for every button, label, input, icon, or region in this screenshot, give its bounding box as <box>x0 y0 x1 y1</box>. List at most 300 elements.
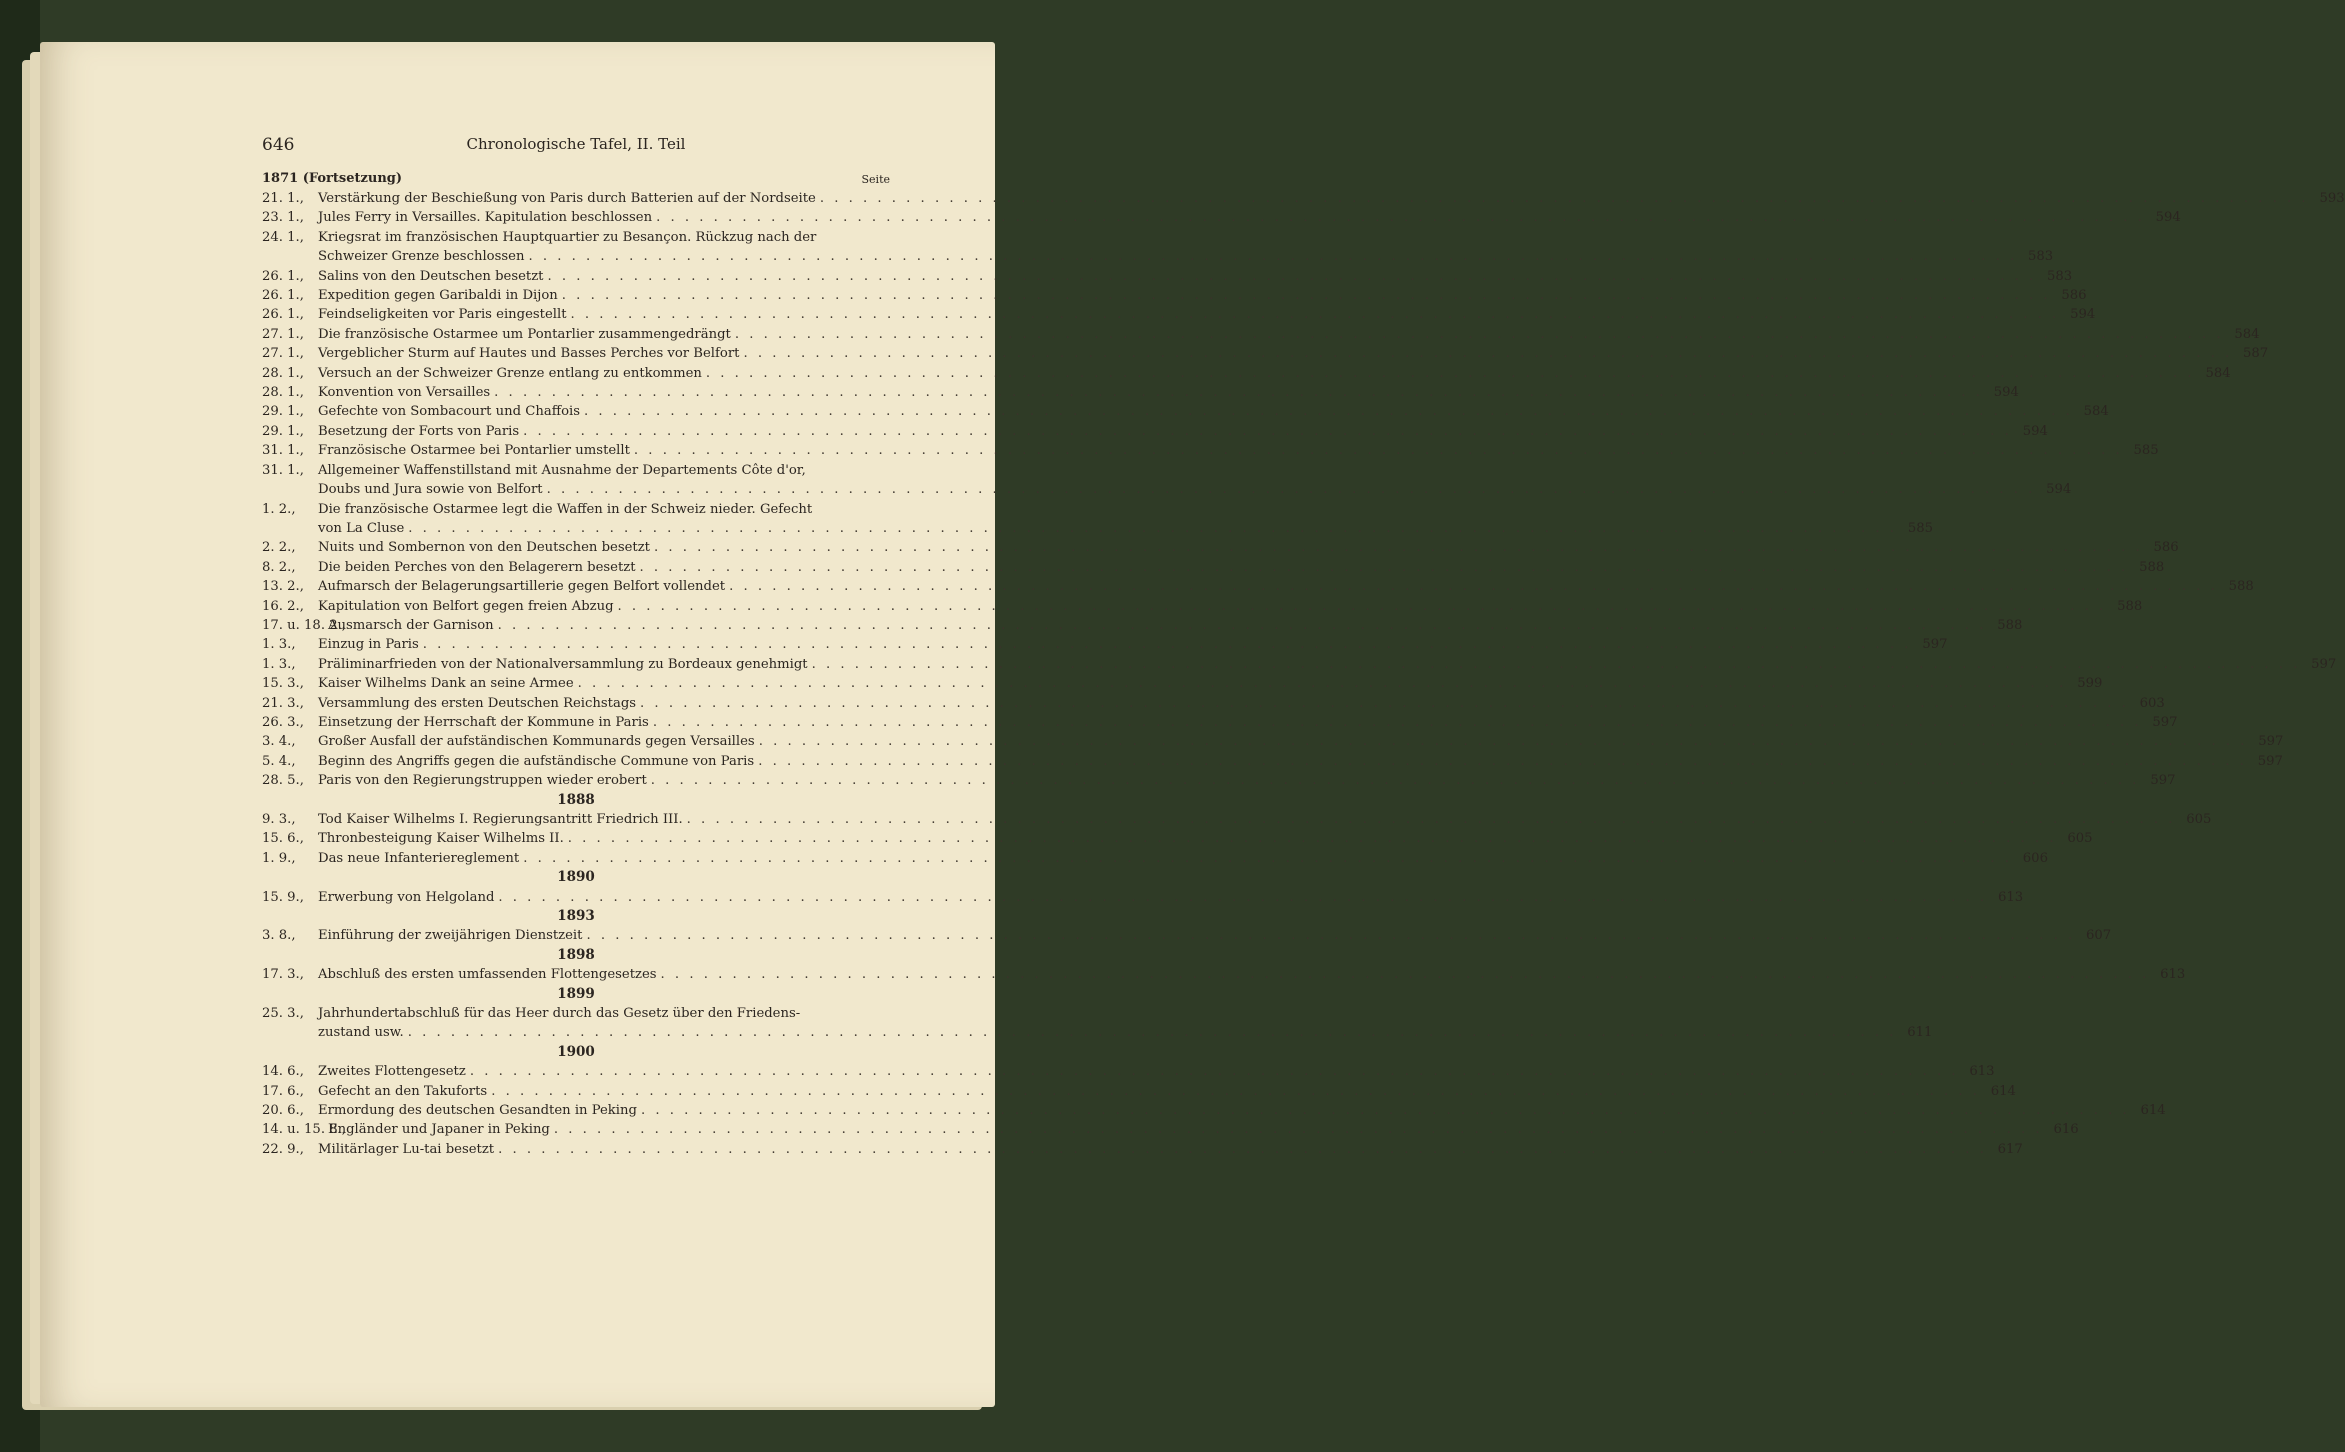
table-row <box>262 305 2096 324</box>
entry-text: Kaiser Wilhelms Dank an seine Armee <box>318 676 574 692</box>
leader-dots <box>571 305 2060 324</box>
leader-dots <box>735 325 2224 344</box>
entry-line <box>318 713 2178 732</box>
entry-body <box>318 305 2095 324</box>
entry-body <box>318 461 2071 500</box>
entry-page: 597 <box>2150 773 2176 789</box>
table-row <box>262 655 2337 674</box>
entry-text: Die beiden Perches von den Belagerern besetzt <box>318 559 636 575</box>
entry-page: 586 <box>2153 540 2179 556</box>
entry-body <box>318 558 2164 577</box>
leader-dots <box>651 771 2140 790</box>
leader-dots <box>491 1082 1980 1101</box>
table-row <box>262 616 2023 635</box>
leader-dots <box>661 965 2150 984</box>
table-row <box>262 674 2103 693</box>
entry-text: Versammlung des ersten Deutschen Reichstags <box>318 695 637 711</box>
table-row <box>262 829 2093 848</box>
entry-page: 588 <box>2228 579 2254 595</box>
entry-line <box>328 616 2022 635</box>
entry-page: 597 <box>2258 734 2284 750</box>
table-row <box>262 1140 2023 1159</box>
entry-body <box>318 635 1947 654</box>
entry-text: Kriegsrat im französischen Hauptquartier zu Besançon. Rückzug nach der <box>318 229 817 245</box>
entry-date: 29. 1., <box>262 404 304 420</box>
leader-dots <box>812 655 2301 674</box>
entry-body <box>318 810 2211 829</box>
entry-page: 584 <box>2083 404 2109 420</box>
entry-body <box>318 655 2336 674</box>
entry-body <box>318 208 2181 227</box>
table-row <box>262 1101 2166 1120</box>
entry-text: Allgemeiner Waffenstillstand mit Ausnahme der Departements Côte d'or, <box>318 462 806 478</box>
entry-page: 594 <box>2070 307 2096 323</box>
leader-dots <box>618 597 2107 616</box>
entry-page: 611 <box>1907 1025 1933 1041</box>
entry-body <box>318 1101 2166 1120</box>
entry-page: 599 <box>2077 676 2103 692</box>
table-row <box>262 1120 2079 1139</box>
entry-line <box>318 810 2211 829</box>
table-row <box>262 771 2176 790</box>
table-row <box>262 538 2179 557</box>
entry-line <box>318 441 2159 460</box>
table-row <box>262 558 2165 577</box>
entry-line <box>318 519 1933 538</box>
leader-dots <box>554 1120 2043 1139</box>
entry-date: 3. 8., <box>262 928 296 944</box>
entry-body <box>318 189 2345 208</box>
entry-date: 9. 3., <box>262 811 296 827</box>
table-row <box>262 441 2159 460</box>
entry-body <box>318 1062 1995 1081</box>
table-row <box>262 325 2260 344</box>
entry-text: Französische Ostarmee bei Pontarlier umstellt <box>318 443 630 459</box>
table-row <box>262 228 2054 267</box>
year-heading: 1893 <box>557 908 595 924</box>
entry-page: 594 <box>1993 385 2019 401</box>
entry-text: Paris von den Regierungstruppen wieder erobert <box>318 773 647 789</box>
entry-line <box>318 635 1947 654</box>
table-row <box>262 402 2109 421</box>
entry-line <box>318 344 2268 363</box>
entry-line <box>318 208 2181 227</box>
leader-dots <box>523 422 2012 441</box>
table-row <box>262 732 2284 751</box>
leader-dots <box>547 267 2036 286</box>
entry-page: 605 <box>2186 811 2212 827</box>
entry-date: 27. 1., <box>262 346 304 362</box>
entry-body <box>318 713 2178 732</box>
entry-text: Tod Kaiser Wilhelms I. Regierungsantritt Friedrich III. <box>318 811 683 827</box>
table-row <box>262 286 2087 305</box>
year-heading: 1900 <box>557 1043 595 1060</box>
table-row <box>262 694 2165 713</box>
entry-text: Abschluß des ersten umfassenden Flottengesetzes <box>318 967 657 983</box>
entry-body <box>318 1004 1932 1043</box>
entry-date: 21. 1., <box>262 191 304 206</box>
entry-page: 593 <box>2319 191 2345 206</box>
entry-line <box>318 267 2072 286</box>
entry-date: 1. 9., <box>262 850 296 866</box>
entry-text: Die französische Ostarmee legt die Waffen in der Schweiz nieder. Gefecht <box>318 501 813 517</box>
year-heading: 1899 <box>557 985 595 1002</box>
entry-date: 8. 2., <box>262 559 296 575</box>
entry-page: 613 <box>2160 967 2186 983</box>
entry-page: 594 <box>2046 482 2072 498</box>
entry-text: Gefecht an den Takuforts <box>318 1083 488 1099</box>
entry-date: 21. 3., <box>262 695 304 711</box>
entry-line <box>328 1120 2079 1139</box>
entry-page: 597 <box>2311 656 2337 672</box>
entry-text: Beginn des Angriffs gegen die aufständische Commune von Paris <box>318 753 755 769</box>
leader-dots <box>759 732 2248 751</box>
leader-dots <box>654 538 2143 557</box>
entry-page: 606 <box>2022 850 2048 866</box>
entry-text: Präliminarfrieden von der Nationalversammlung zu Bordeaux genehmigt <box>318 656 808 672</box>
entry-text: Expedition gegen Garibaldi in Dijon <box>318 288 558 304</box>
entry-text: Engländer und Japaner in Peking <box>328 1122 550 1138</box>
entry-text: Das neue Infanteriereglement <box>318 850 520 866</box>
entry-page: 614 <box>2140 1103 2166 1118</box>
entry-body <box>318 500 1933 539</box>
leader-dots <box>687 810 2176 829</box>
entry-page: 585 <box>1907 520 1933 536</box>
entry-text: Schweizer Grenze beschlossen <box>318 249 525 265</box>
entry-page: 597 <box>2257 753 2283 769</box>
entry-line <box>318 849 2048 868</box>
table-row <box>262 1004 1933 1043</box>
entry-line <box>318 383 2019 402</box>
leader-dots <box>640 694 2129 713</box>
table-row <box>262 344 2269 363</box>
entry-body <box>318 422 2048 441</box>
year-heading: 1888 <box>557 791 595 808</box>
entry-text: Die französische Ostarmee um Pontarlier zusammengedrängt <box>318 326 731 342</box>
table-row <box>262 383 2019 402</box>
leader-dots <box>656 208 2145 227</box>
entry-text: Salins von den Deutschen besetzt <box>318 268 544 284</box>
entry-body <box>318 441 2159 460</box>
entry-page: 597 <box>2152 714 2178 730</box>
table-row <box>262 965 2186 984</box>
entry-line <box>318 1101 2166 1120</box>
table-row <box>262 926 2112 945</box>
entry-date: 26. 1., <box>262 268 304 284</box>
leader-dots <box>640 558 2129 577</box>
entry-text: Erwerbung von Helgoland <box>318 889 495 905</box>
entry-page: 583 <box>2028 249 2054 265</box>
entry-page: 588 <box>1997 617 2023 633</box>
entry-text: Jules Ferry in Versailles. Kapitulation beschlossen <box>318 210 653 226</box>
entry-date: 16. 2., <box>262 598 304 614</box>
entry-text: Gefechte von Sombacourt und Chaffois <box>318 404 581 420</box>
entry-date: 14. 6., <box>262 1064 304 1080</box>
entry-body <box>318 771 2175 790</box>
entry-page: 586 <box>2061 288 2087 304</box>
entry-body <box>318 344 2268 363</box>
leader-dots <box>423 635 1912 654</box>
entry-date: 15. 6., <box>262 831 304 847</box>
entry-page: 584 <box>2234 326 2260 342</box>
entry-line <box>318 577 2254 596</box>
entry-line <box>318 655 2336 674</box>
entry-page: 616 <box>2053 1122 2079 1138</box>
entry-line <box>318 1082 2016 1101</box>
entry-date: 25. 3., <box>262 1005 304 1021</box>
entry-text: Ausmarsch der Garnison <box>328 617 494 633</box>
leader-dots <box>820 189 2309 208</box>
entry-date: 31. 1., <box>262 462 304 478</box>
entry-date: 15. 3., <box>262 676 304 692</box>
entry-page: 585 <box>2133 443 2159 459</box>
leader-dots <box>578 674 2067 693</box>
entry-date: 17. 6., <box>262 1083 304 1099</box>
entry-date: 29. 1., <box>262 423 304 439</box>
entry-line <box>318 1004 1932 1023</box>
entry-page: 603 <box>2139 695 2165 711</box>
entry-date: 17. u. 18. 2., <box>262 617 346 633</box>
entry-date: 20. 6., <box>262 1103 304 1118</box>
continued-year: 1871 (Fortsetzung) <box>262 171 403 186</box>
entry-page: 613 <box>1969 1064 1995 1080</box>
entry-body <box>318 538 2179 557</box>
entry-body <box>318 752 2283 771</box>
entry-text: Besetzung der Forts von Paris <box>318 423 520 439</box>
leader-dots <box>523 849 2012 868</box>
entry-text: Einzug in Paris <box>318 637 419 653</box>
page-header <box>262 135 890 165</box>
entry-body <box>318 829 2093 848</box>
entry-text: Ermordung des deutschen Gesandten in Peking <box>318 1103 637 1118</box>
table-row <box>262 500 1933 539</box>
entry-page: 613 <box>1997 889 2024 905</box>
page-number: 646 <box>262 135 295 155</box>
entry-text: Militärlager Lu-tai besetzt <box>318 1141 495 1157</box>
entry-date: 2. 2., <box>262 540 296 556</box>
entry-body <box>318 1082 2016 1101</box>
entry-text: Doubs und Jura sowie von Belfort <box>318 482 543 498</box>
entry-page: 614 <box>1990 1083 2016 1099</box>
leader-dots <box>408 1023 1897 1042</box>
entry-date: 1. 3., <box>262 637 296 653</box>
entry-text: zustand usw. <box>318 1025 404 1041</box>
entry-date: 15. 9., <box>262 889 304 905</box>
entry-line <box>318 732 2283 751</box>
entry-line <box>318 829 2093 848</box>
table-row <box>262 888 2024 907</box>
entry-body <box>328 616 2022 635</box>
entry-line <box>318 402 2109 421</box>
leader-dots <box>706 364 2195 383</box>
table-row <box>262 577 2254 596</box>
entry-line <box>318 558 2164 577</box>
leader-dots <box>584 402 2073 421</box>
leader-dots <box>408 519 1897 538</box>
entry-body <box>318 286 2087 305</box>
table-row <box>262 713 2178 732</box>
leader-dots <box>470 1062 1959 1081</box>
entry-line <box>318 926 2111 945</box>
leader-dots <box>547 480 2036 499</box>
entry-page: 597 <box>1922 637 1948 653</box>
entry-line <box>318 461 2071 480</box>
entry-text: Jahrhundertabschluß für das Heer durch das Gesetz über den Friedens- <box>318 1005 801 1021</box>
table-row <box>262 1062 1995 1081</box>
entry-body <box>318 267 2072 286</box>
entry-line <box>318 189 2345 208</box>
entry-page: 605 <box>2067 831 2093 847</box>
entry-body <box>318 732 2283 751</box>
entry-line <box>318 247 2053 266</box>
entry-page: 617 <box>1997 1141 2023 1157</box>
entry-body <box>318 228 2053 267</box>
entry-text: Nuits und Sombernon von den Deutschen besetzt <box>318 540 650 556</box>
entry-body <box>318 674 2102 693</box>
entry-line <box>318 597 2142 616</box>
entry-date: 28. 1., <box>262 365 304 381</box>
entry-line <box>318 888 2023 907</box>
entry-body <box>318 888 2023 907</box>
entry-line <box>318 325 2260 344</box>
table-row <box>262 461 2072 500</box>
entry-text: Aufmarsch der Belagerungsartillerie gegen Belfort vollendet <box>318 579 726 595</box>
entry-text: Kapitulation von Belfort gegen freien Abzug <box>318 598 614 614</box>
entry-date: 26. 3., <box>262 714 304 730</box>
entry-body <box>318 325 2260 344</box>
entry-line <box>318 1062 1995 1081</box>
entry-date: 5. 4., <box>262 753 296 769</box>
entry-text: Verstärkung der Beschießung von Paris durch Batterien auf der Nordseite <box>318 191 816 206</box>
entry-text: Feindseligkeiten vor Paris eingestellt <box>318 307 567 323</box>
leader-dots <box>586 926 2075 945</box>
entry-date: 28. 1., <box>262 385 304 401</box>
entry-body <box>318 926 2111 945</box>
page-title: Chronologische Tafel, II. Teil <box>466 135 686 153</box>
entry-date: 24. 1., <box>262 229 304 245</box>
table-row <box>262 422 2048 441</box>
table-row <box>262 267 2073 286</box>
entry-line <box>318 500 1933 519</box>
table-row <box>262 208 2181 227</box>
entry-page: 587 <box>2243 346 2269 362</box>
entry-line <box>318 1023 1932 1042</box>
entry-date: 13. 2., <box>262 579 304 595</box>
leader-dots <box>634 441 2123 460</box>
leader-dots <box>568 829 2057 848</box>
leader-dots <box>498 1140 1987 1159</box>
leader-dots <box>562 286 2051 305</box>
entry-page: 594 <box>2155 210 2181 226</box>
leader-dots <box>758 752 2247 771</box>
entry-text: Konvention von Versailles <box>318 385 491 401</box>
leader-dots <box>498 616 1987 635</box>
entry-body <box>318 383 2019 402</box>
entry-date: 28. 5., <box>262 773 304 789</box>
table-row <box>262 635 1948 654</box>
chronology-table <box>262 189 2345 1159</box>
entry-line <box>318 674 2102 693</box>
table-row <box>262 752 2283 771</box>
entry-date: 17. 3., <box>262 967 304 983</box>
leader-dots <box>494 383 1983 402</box>
entry-text: Einführung der zweijährigen Dienstzeit <box>318 928 583 944</box>
entry-line <box>318 228 2053 247</box>
entry-line <box>318 422 2048 441</box>
leader-dots <box>641 1101 2130 1120</box>
entry-body <box>318 849 2048 868</box>
table-row <box>262 189 2345 208</box>
entry-body <box>318 577 2254 596</box>
year-heading: 1890 <box>557 869 595 886</box>
entry-line <box>318 771 2175 790</box>
entry-text: Großer Ausfall der aufständischen Kommunards gegen Versailles <box>318 734 755 750</box>
leader-dots <box>729 577 2218 596</box>
entry-date: 1. 3., <box>262 656 296 672</box>
entry-page: 584 <box>2205 365 2231 381</box>
table-row <box>262 810 2212 829</box>
entry-page: 594 <box>2022 423 2048 439</box>
entry-body <box>328 1120 2079 1139</box>
entry-text: von La Cluse <box>318 520 405 536</box>
entry-date: 31. 1., <box>262 443 304 459</box>
table-subheader <box>262 171 890 189</box>
entry-date: 26. 1., <box>262 307 304 323</box>
table-row <box>262 1082 2016 1101</box>
entry-date: 1. 2., <box>262 501 296 517</box>
entry-body <box>318 1140 2023 1159</box>
entry-body <box>318 965 2185 984</box>
entry-page: 583 <box>2047 268 2073 284</box>
entry-date: 26. 1., <box>262 288 304 304</box>
entry-line <box>318 694 2165 713</box>
entry-line <box>318 480 2071 499</box>
leader-dots <box>528 247 2017 266</box>
table-row <box>262 364 2231 383</box>
entry-date: 27. 1., <box>262 326 304 342</box>
entry-date: 23. 1., <box>262 210 304 226</box>
entry-page: 607 <box>2086 928 2112 944</box>
page-column-header: Seite <box>861 173 890 186</box>
entry-date: 14. u. 15. 8., <box>262 1122 346 1138</box>
entry-date: 22. 9., <box>262 1141 304 1157</box>
table-row <box>262 597 2143 616</box>
entry-line <box>318 752 2283 771</box>
entry-date: 3. 4., <box>262 734 296 750</box>
page-content <box>262 135 2345 1159</box>
leader-dots <box>653 713 2142 732</box>
entry-line <box>318 364 2231 383</box>
leader-dots <box>743 344 2232 363</box>
entry-line <box>318 965 2185 984</box>
entry-text: Vergeblicher Sturm auf Hautes und Basses Perches vor Belfort <box>318 346 740 362</box>
entry-line <box>318 305 2095 324</box>
year-heading: 1898 <box>557 946 595 963</box>
entry-line <box>318 286 2087 305</box>
entry-text: Thronbesteigung Kaiser Wilhelms II. <box>318 831 564 847</box>
entry-text: Versuch an der Schweizer Grenze entlang zu entkommen <box>318 365 702 381</box>
entry-line <box>318 1140 2023 1159</box>
entry-body <box>318 364 2231 383</box>
entry-page: 588 <box>2139 559 2165 575</box>
entry-body <box>318 597 2142 616</box>
entry-body <box>318 694 2165 713</box>
entry-text: Zweites Flottengesetz <box>318 1064 466 1080</box>
leader-dots <box>498 888 1987 907</box>
table-row <box>262 849 2048 868</box>
entry-body <box>318 402 2109 421</box>
entry-page: 588 <box>2117 598 2143 614</box>
